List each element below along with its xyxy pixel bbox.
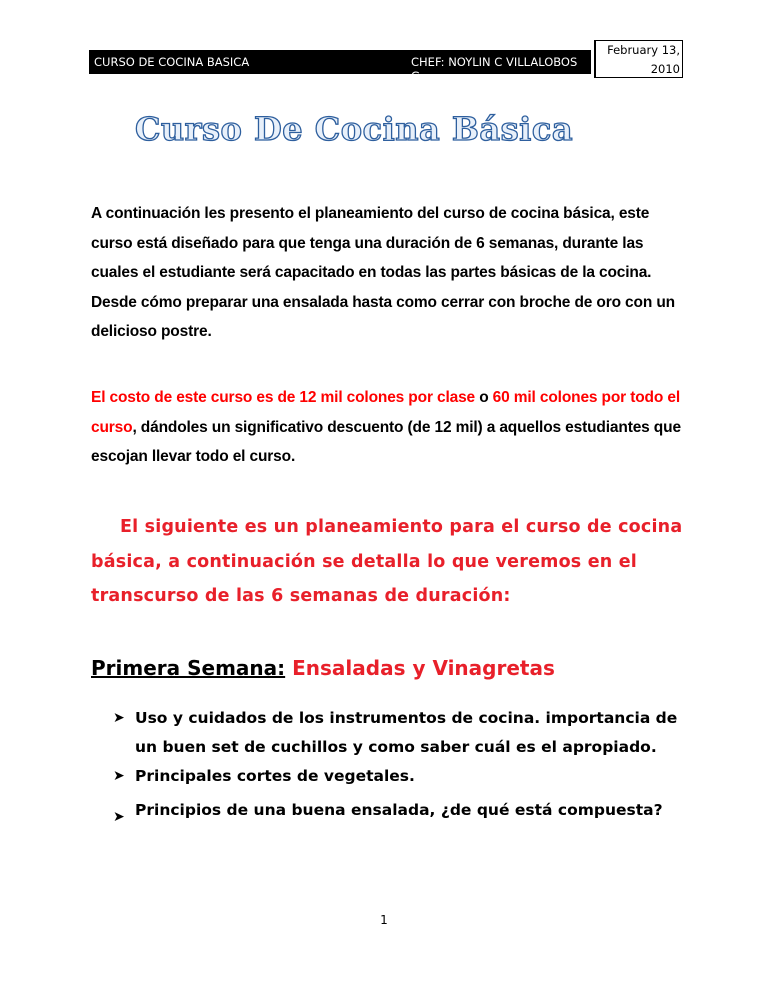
plan-paragraph: El siguiente es un planeamiento para el curso de cocina básica, a continuación se detalla lo que veremos en el transcurso de las 6 semanas de duración: <box>91 517 683 606</box>
header-course-title: CURSO DE COCINA BASICA <box>94 55 250 69</box>
header-date-line2: 2010 <box>650 62 680 76</box>
cost-paragraph <box>91 383 691 472</box>
cost-full-course: 60 mil colones por todo el curso <box>91 389 680 436</box>
arrow-bullet-icon: ➤ <box>113 710 125 726</box>
header-date-line1: February 13, <box>607 43 680 57</box>
list-item-text: Uso y cuidados de los instrumentos de cocina. importancia de un buen set de cuchillos y como saber cuál es el apropiado. <box>135 709 678 756</box>
cost-connector: o <box>475 389 493 406</box>
page-number: 1 <box>380 913 388 927</box>
list-item <box>113 762 693 791</box>
week1-topic: Ensaladas y Vinagretas <box>292 656 555 680</box>
list-item <box>113 704 693 762</box>
week1-label: Primera Semana: <box>91 656 286 680</box>
document-title <box>0 110 768 148</box>
week1-heading <box>91 656 555 680</box>
list-item <box>113 791 693 840</box>
cost-discount-text: , dándoles un significativo descuento (de 12 mil) a aquellos estudiantes que escojan llevar todo el curso. <box>91 418 681 465</box>
week1-list <box>113 704 693 840</box>
arrow-bullet-icon: ➤ <box>113 768 125 784</box>
arrow-bullet-icon: ➤ <box>113 809 125 825</box>
document-title-text: Curso De Cocina Básica <box>134 110 574 148</box>
list-item-text: Principios de una buena ensalada, ¿de qué está compuesta? <box>135 801 663 819</box>
intro-paragraph: A continuación les presento el planeamiento del curso de cocina básica, este curso está diseñado para que tenga una duración de 6 semanas, durante las cuales el estudiante será capacitado en todas las partes básicas de la cocina. Desde cómo preparar una ensalada hasta como cerrar con broche de oro con un delicioso postre. <box>91 205 675 340</box>
cost-per-class: El costo de este curso es de 12 mil colones por clase <box>91 389 476 406</box>
list-item-text: Principales cortes de vegetales. <box>135 767 415 785</box>
header-date <box>594 40 683 78</box>
header-chef-name: CHEF: NOYLIN C VILLALOBOS G. <box>411 55 578 83</box>
header-bar <box>89 50 591 83</box>
